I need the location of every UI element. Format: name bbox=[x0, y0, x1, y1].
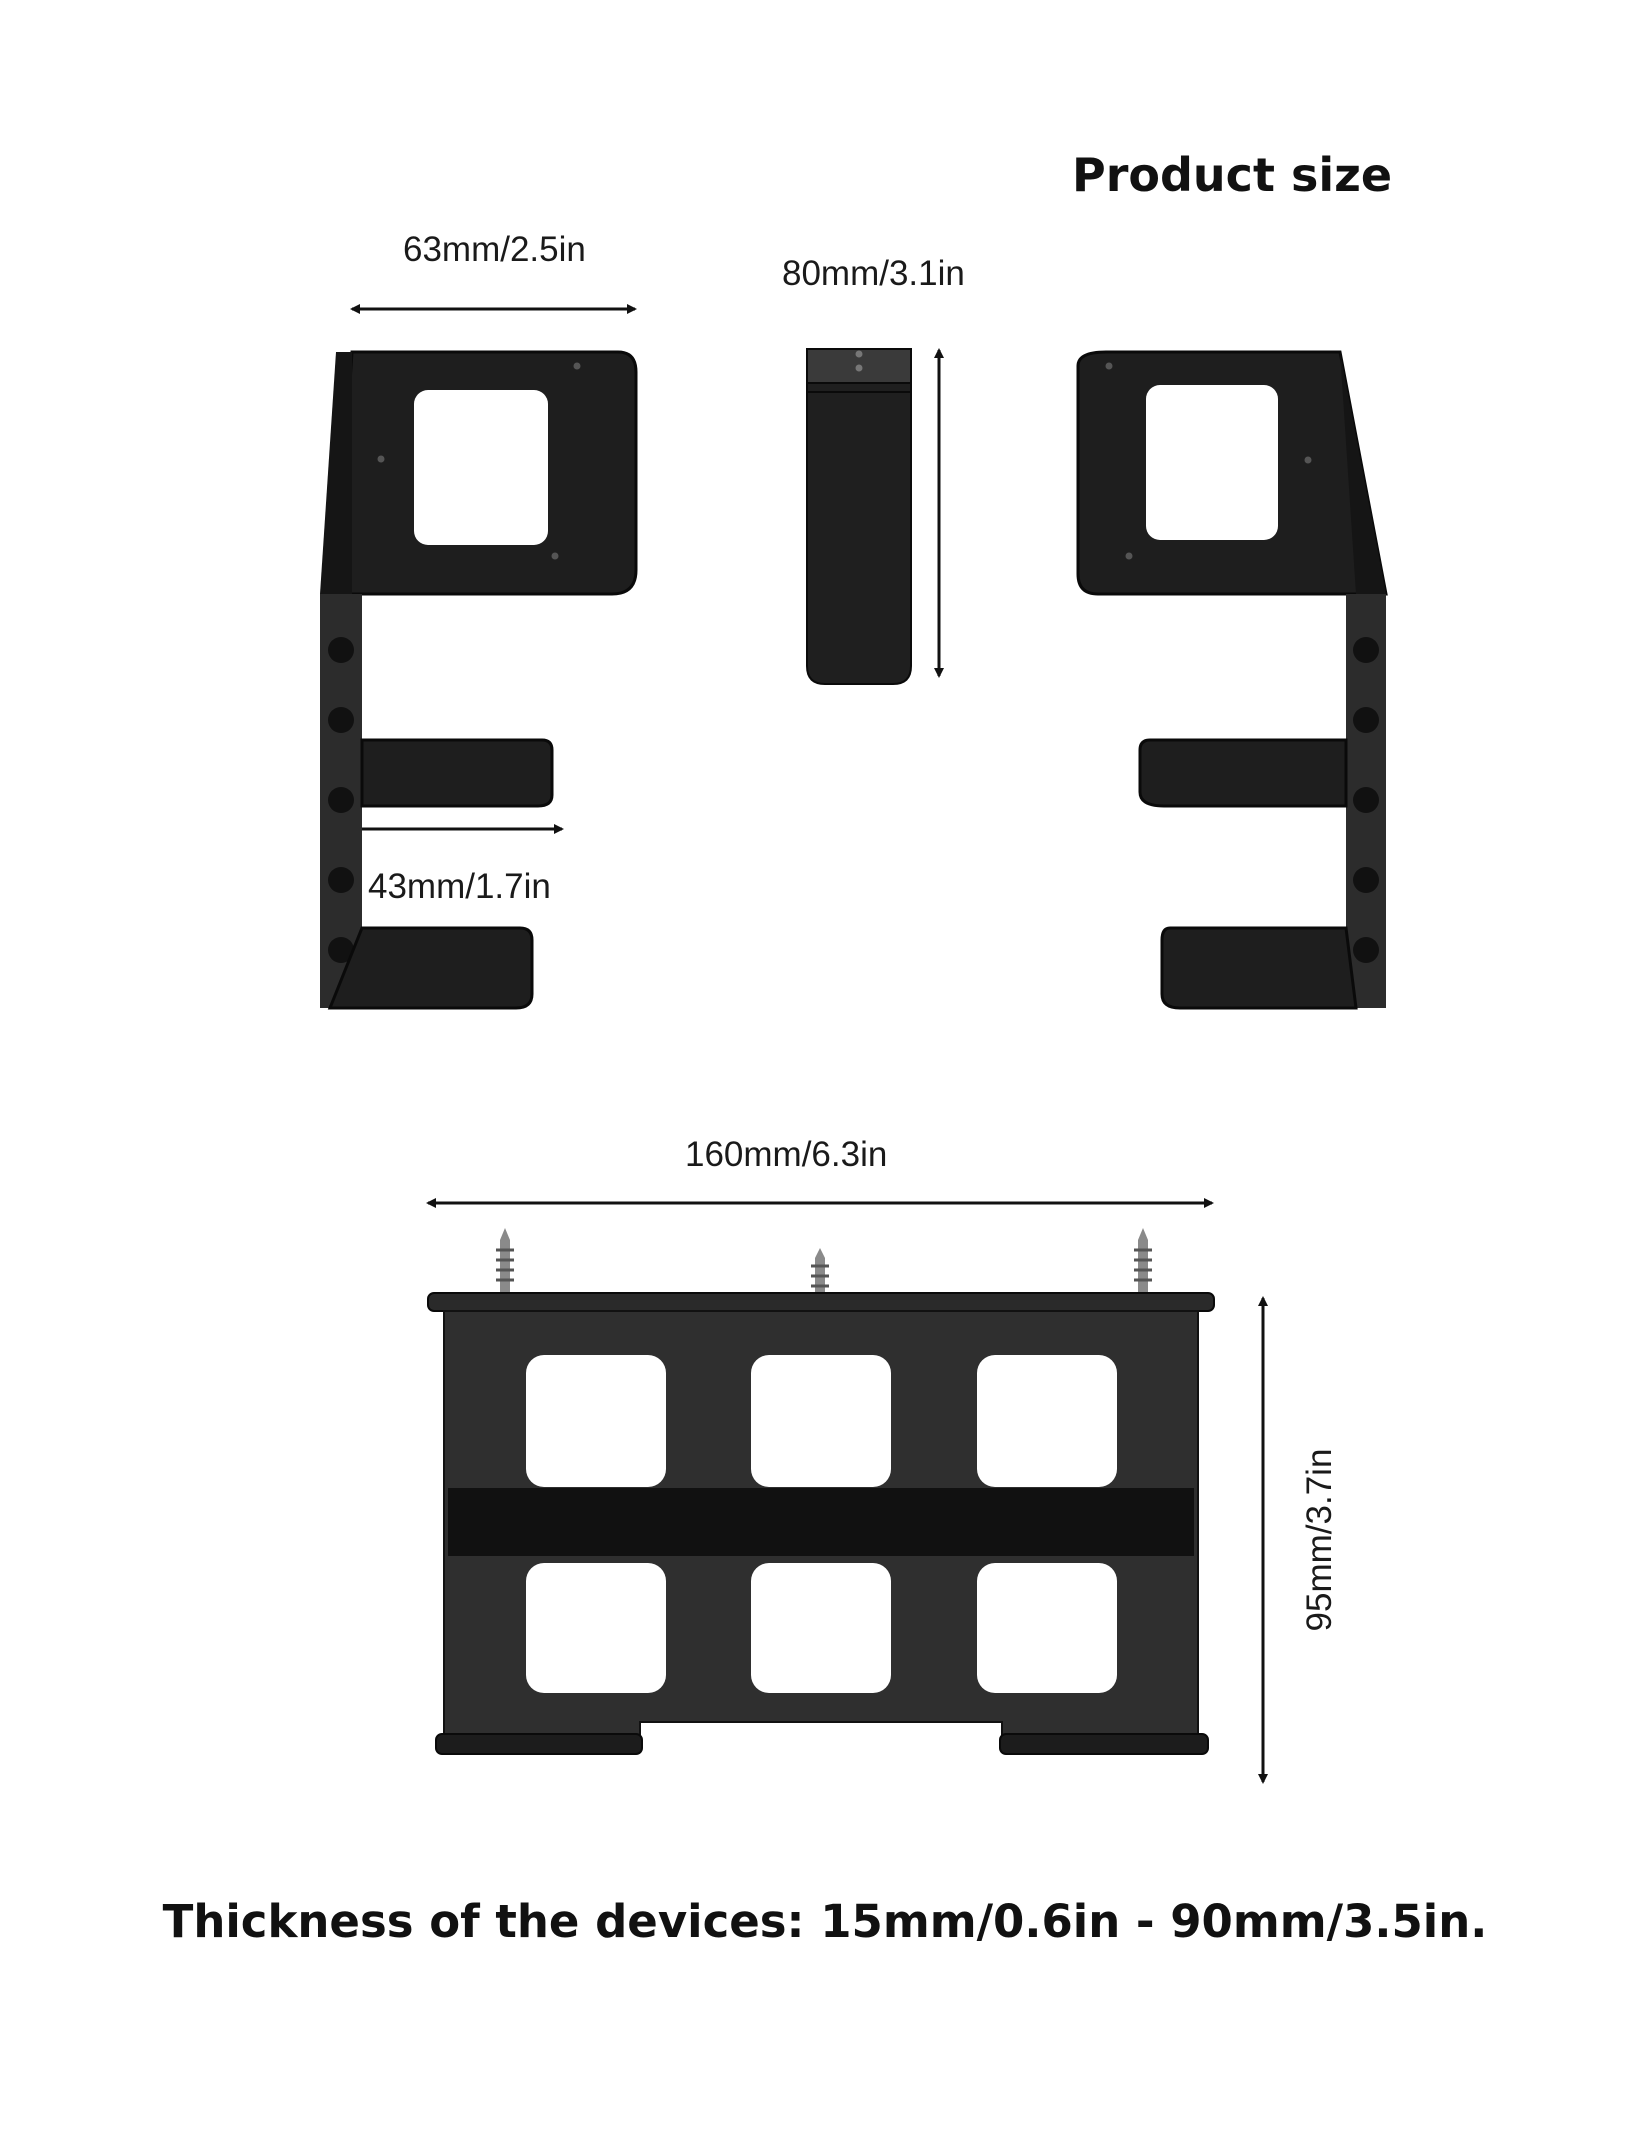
footer-note: Thickness of the devices: 15mm/0.6in - 90mm/3.5in. bbox=[162, 1895, 1488, 1948]
right-bracket bbox=[1078, 352, 1386, 1008]
screw-middle bbox=[811, 1248, 829, 1298]
right-bracket-lower-arm bbox=[1162, 928, 1356, 1008]
left-bracket-upper-arm bbox=[362, 740, 552, 806]
front-foot-right bbox=[1000, 1734, 1208, 1754]
front-foot-left bbox=[436, 1734, 642, 1754]
left-bracket-lower-arm bbox=[330, 928, 532, 1008]
page-title: Product size bbox=[1072, 148, 1393, 202]
top-width-label: 63mm/2.5in bbox=[403, 230, 586, 269]
front-window-3 bbox=[977, 1355, 1117, 1487]
right-bracket-upper-arm bbox=[1140, 740, 1346, 806]
total-width-label: 160mm/6.3in bbox=[685, 1135, 888, 1174]
screw-right bbox=[1134, 1228, 1152, 1296]
front-window-5 bbox=[751, 1563, 891, 1693]
front-window-6 bbox=[977, 1563, 1117, 1693]
left-bracket bbox=[320, 352, 636, 1008]
front-center-band bbox=[448, 1488, 1194, 1556]
front-top-plate bbox=[428, 1293, 1214, 1311]
front-assembly bbox=[428, 1228, 1214, 1754]
middle-clip bbox=[807, 349, 911, 684]
left-bracket-slot bbox=[414, 390, 548, 545]
total-height-label: 95mm/3.7in bbox=[1300, 1448, 1339, 1632]
clip-height-label: 80mm/3.1in bbox=[782, 254, 965, 293]
screw-left bbox=[496, 1228, 514, 1296]
front-window-2 bbox=[751, 1355, 891, 1487]
arm-width-label: 43mm/1.7in bbox=[368, 867, 551, 906]
front-window-4 bbox=[526, 1563, 666, 1693]
front-window-1 bbox=[526, 1355, 666, 1487]
right-bracket-slot bbox=[1146, 385, 1278, 540]
